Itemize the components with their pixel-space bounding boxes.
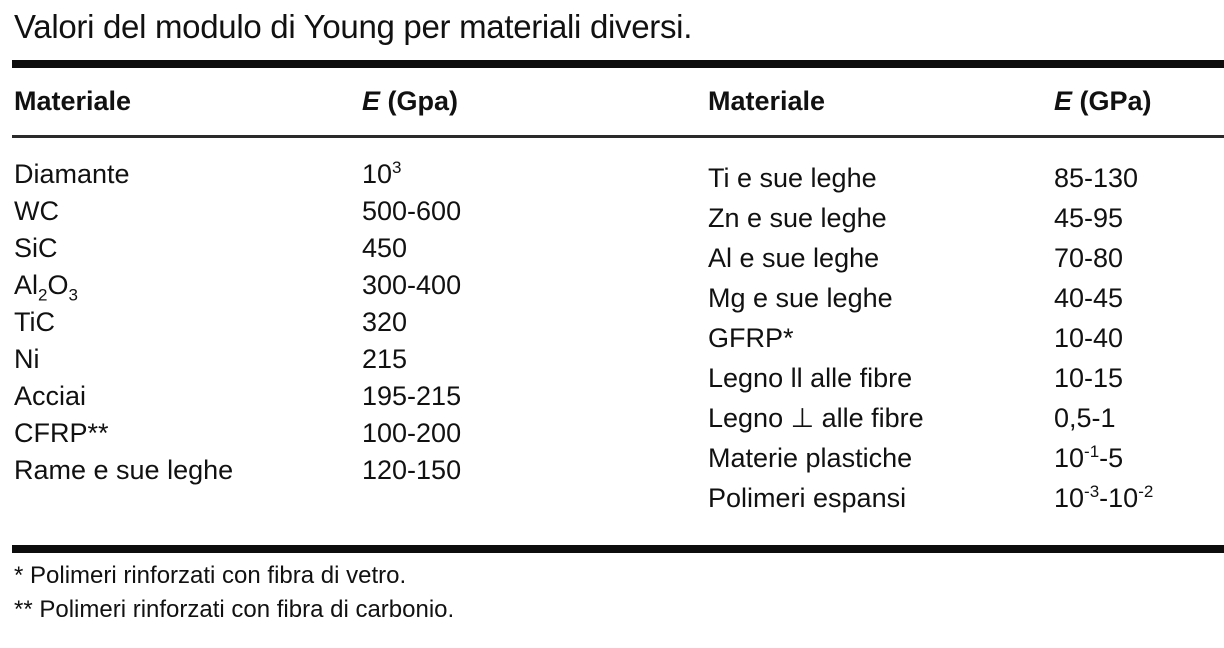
top-rule	[12, 60, 1224, 68]
material-cell: Legno ll alle fibre	[708, 363, 913, 393]
footnote-cfrp: ** Polimeri rinforzati con fibra di carbonio.	[14, 596, 455, 623]
value-cell: $10^3$	[362, 158, 402, 189]
material-cell: Diamante	[14, 159, 130, 189]
value-cell: 0,5-1	[1054, 403, 1116, 433]
value-cell: 10-15	[1054, 363, 1124, 393]
material-cell: $Al_2O_3$	[14, 270, 78, 305]
material-cell: GFRP*	[708, 323, 794, 353]
value-cell: 40-45	[1054, 283, 1124, 313]
value-cell: 215	[362, 344, 408, 374]
value-cell: 450	[362, 233, 408, 263]
value-cell: 10-40	[1054, 323, 1124, 353]
value-cell: $10^{-1}-5$	[1054, 442, 1124, 473]
material-cell: TiC	[14, 307, 55, 337]
value-cell: 120-150	[362, 455, 462, 485]
value-cell: 100-200	[362, 418, 462, 448]
header-e-right: E (GPa)	[1054, 86, 1152, 116]
value-cell: 195-215	[362, 381, 462, 411]
bottom-rule	[12, 545, 1224, 553]
material-cell: Legno ⊥ alle fibre	[708, 403, 924, 433]
header-rule	[12, 135, 1224, 138]
table-title: Valori del modulo di Young per materiali diversi.	[14, 8, 693, 45]
material-cell: Mg e sue leghe	[708, 283, 893, 313]
value-cell: 500-600	[362, 196, 462, 226]
material-cell: Acciai	[14, 381, 87, 411]
value-cell: 70-80	[1054, 243, 1124, 273]
material-cell: Ni	[14, 344, 40, 374]
material-cell: CFRP**	[14, 418, 109, 448]
header-material-left: Materiale	[14, 86, 132, 116]
value-cell: 320	[362, 307, 408, 337]
material-cell: WC	[14, 196, 59, 226]
footnote-gfrp: * Polimeri rinforzati con fibra di vetro.	[14, 562, 407, 589]
material-cell: Ti e sue leghe	[708, 163, 877, 193]
material-cell: Zn e sue leghe	[708, 203, 887, 233]
material-cell: Materie plastiche	[708, 443, 913, 473]
material-cell: Al e sue leghe	[708, 243, 880, 273]
value-cell: $10^{-3}-10^{-2}$	[1054, 482, 1154, 513]
header-e-left: E (Gpa)	[362, 86, 459, 116]
material-cell: SiC	[14, 233, 58, 263]
material-cell: Rame e sue leghe	[14, 455, 234, 485]
value-cell: 85-130	[1054, 163, 1139, 193]
header-material-right: Materiale	[708, 86, 826, 116]
value-cell: 300-400	[362, 270, 462, 300]
material-cell: Polimeri espansi	[708, 483, 907, 513]
value-cell: 45-95	[1054, 203, 1124, 233]
